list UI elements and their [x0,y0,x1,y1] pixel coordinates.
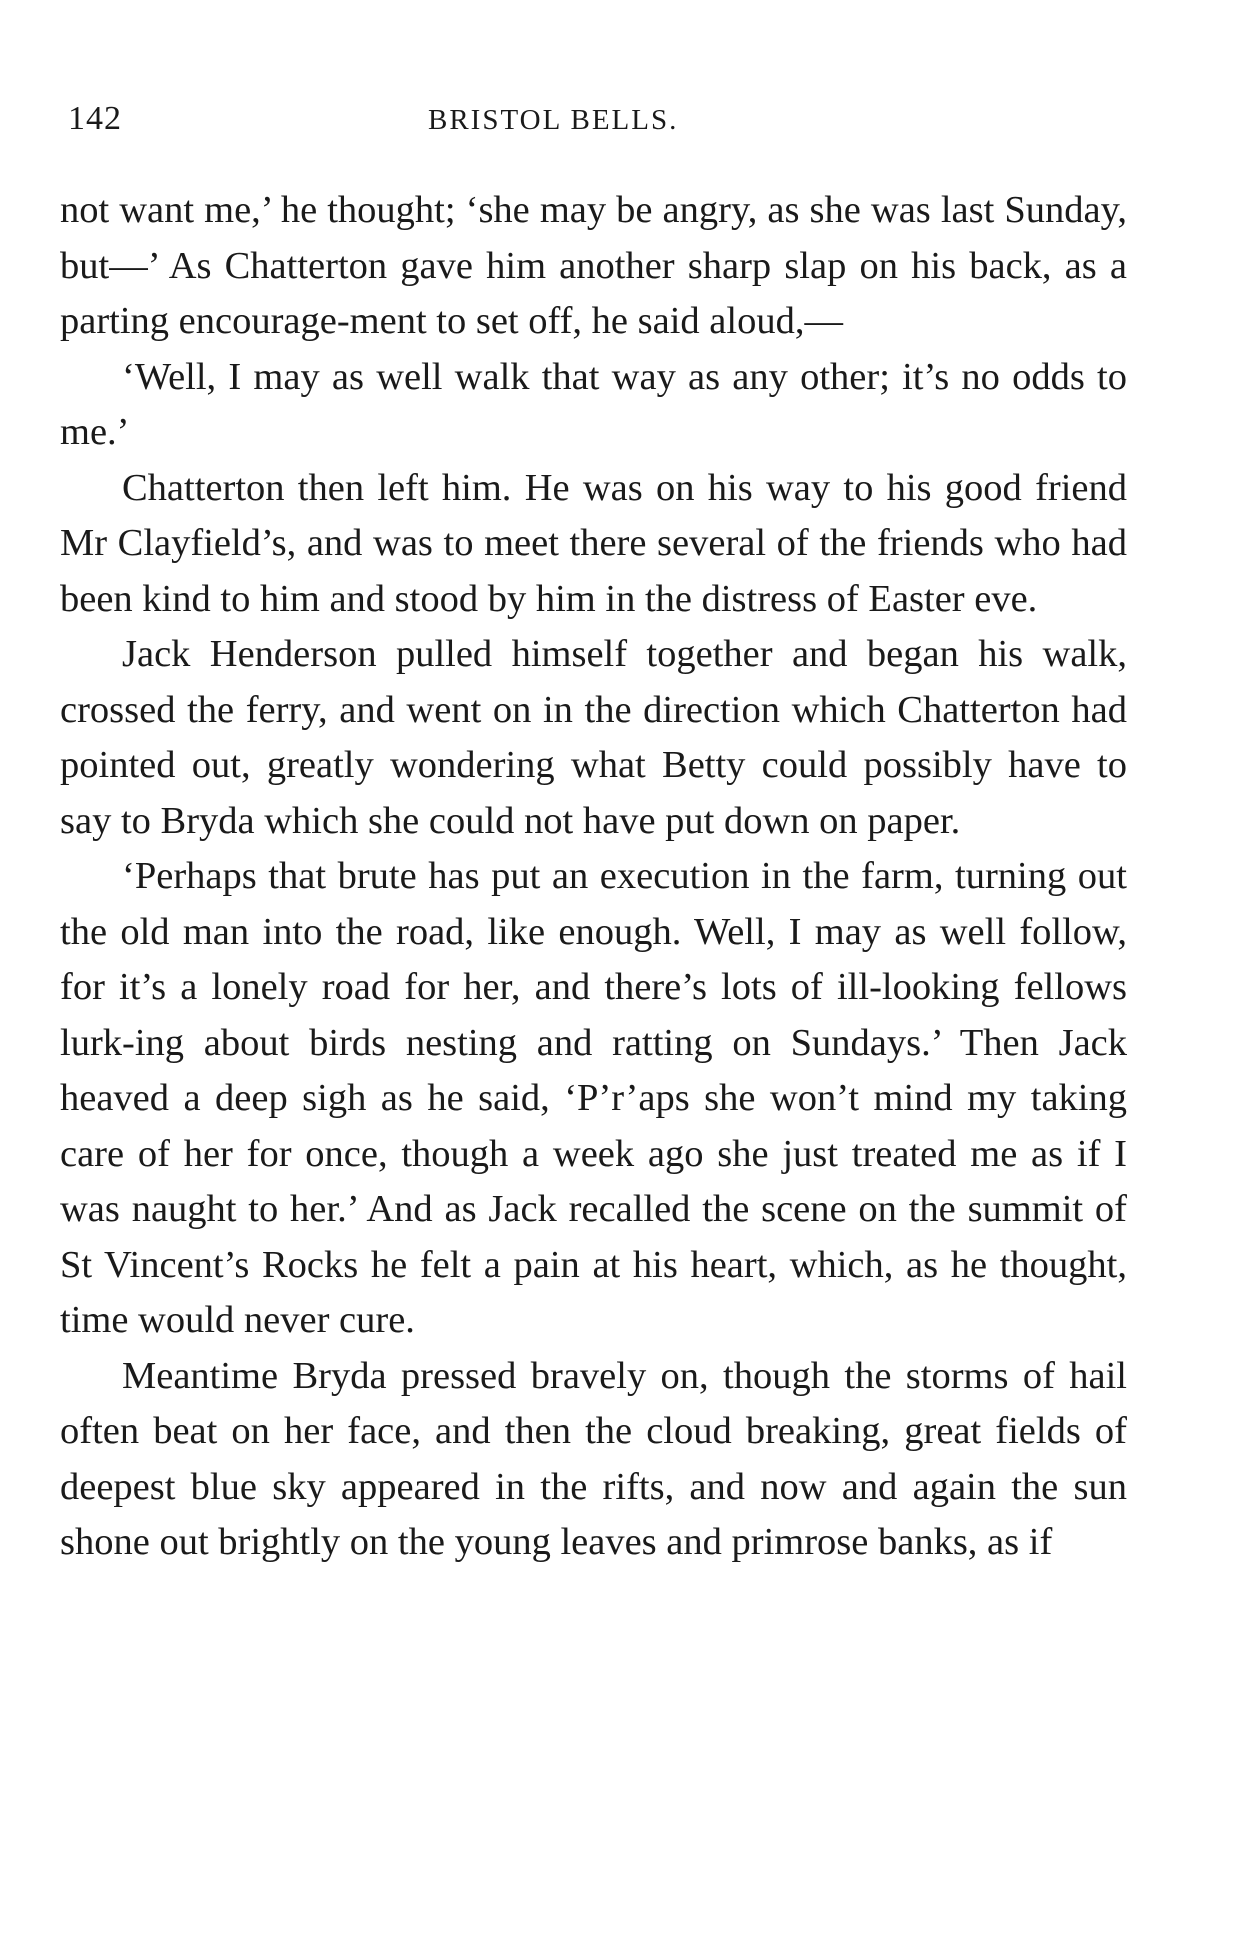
paragraph-continued: not want me,’ he thought; ‘she may be angry, as she was last Sunday, but—’ As Chatterton gave him another sharp slap on his back, as a parting encourage-ment to set off, he said aloud,— [60,189,1127,342]
paragraph: Jack Henderson pulled himself together and began his walk, crossed the ferry, and went on in the direction which Chatterton had pointed out, greatly wondering what Betty could possibly have to say to Bryda which she could not have put down on paper. [60,633,1127,842]
paragraph: Meantime Bryda pressed bravely on, though the storms of hail often beat on her face, and then the cloud breaking, great fields of deepest blue sky appeared in the rifts, and now and again the sun shone out brightly on the young leaves and primrose banks, as if [60,1354,1127,1563]
page-header [68,100,1128,140]
paragraph: Chatterton then left him. He was on his way to his good friend Mr Clayfield’s, and was to meet there several of the friends who had been kind to him and stood by him in the distress of Easter eve. [60,466,1127,620]
paragraph: ‘Well, I may as well walk that way as any other; it’s no odds to me.’ [60,355,1127,453]
body-text [60,183,1127,1571]
paragraph: ‘Perhaps that brute has put an execution in the farm, turning out the old man into the road, like enough. Well, I may as well follow, for it’s a lonely road for her, and there’s lots of ill-looking fellows lurk-ing about birds nesting and ratting on Sundays.’ Then Jack heaved a deep sigh as he said, ‘P’r’aps she won’t mind my taking care of her for once, though a week ago she just treated me as if I was naught to her.’ And as Jack recalled the scene on the summit of St Vincent’s Rocks he felt a pain at his heart, which, as he thought, time would never cure. [60,855,1127,1341]
running-title: BRISTOL BELLS. [428,104,679,136]
page-number: 142 [68,100,122,137]
